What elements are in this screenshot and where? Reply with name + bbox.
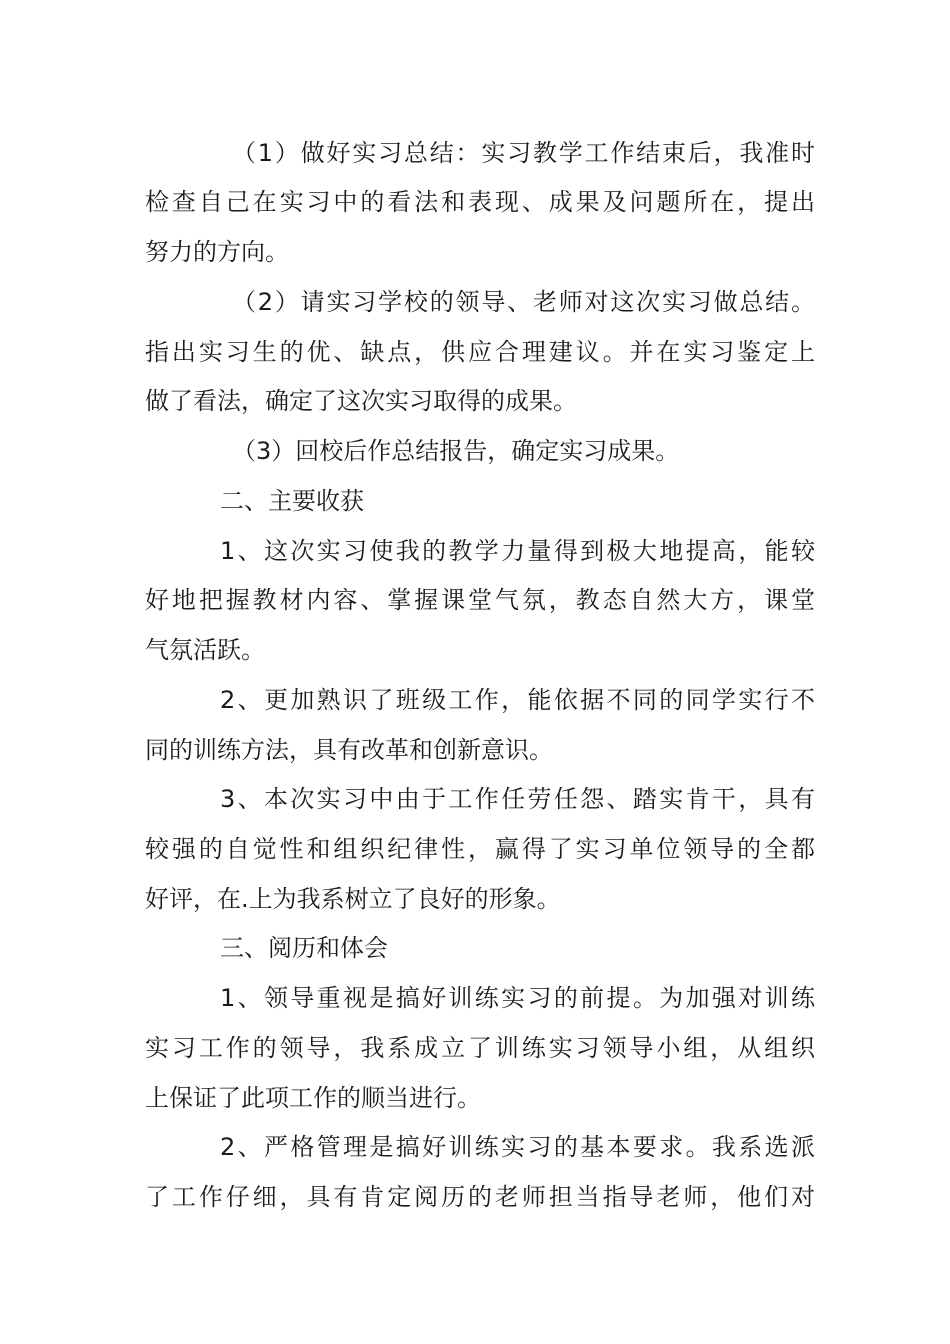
paragraph-line: 同的训练方法，具有改革和创新意识。: [145, 736, 553, 764]
paragraph-line: 好地把握教材内容、掌握课堂气氛，教态自然大方，课堂: [145, 586, 815, 614]
paragraph-line: 指出实习生的优、缺点，供应合理建议。并在实习鉴定上: [145, 338, 815, 366]
paragraph-line: 2、严格管理是搞好训练实习的基本要求。我系选派: [220, 1133, 815, 1161]
section-heading: 三、阅历和体会: [220, 934, 388, 962]
paragraph-line: 较强的自觉性和组织纪律性，赢得了实习单位领导的全都: [145, 835, 815, 863]
paragraph-line: 3、本次实习中由于工作任劳任怨、踏实肯干，具有: [220, 785, 815, 813]
paragraph-line: 1、这次实习使我的教学力量得到极大地提高，能较: [220, 537, 815, 565]
paragraph-line: 好评，在.上为我系树立了良好的形象。: [145, 885, 561, 913]
paragraph-line: 做了看法，确定了这次实习取得的成果。: [145, 387, 577, 415]
section-heading: 二、主要收获: [220, 487, 364, 515]
paragraph-line: 1、领导重视是搞好训练实习的前提。为加强对训练: [220, 984, 815, 1012]
paragraph-line: 2、更加熟识了班级工作，能依据不同的同学实行不: [220, 686, 815, 714]
paragraph-line: 努力的方向。: [145, 238, 289, 266]
paragraph-line: （2）请实习学校的领导、老师对这次实习做总结。: [232, 288, 815, 316]
paragraph-line: 上保证了此项工作的顺当进行。: [145, 1084, 481, 1112]
paragraph-line: 了工作仔细，具有肯定阅历的老师担当指导老师，他们对: [145, 1183, 815, 1211]
paragraph-line: 气氛活跃。: [145, 636, 265, 664]
paragraph-line: 实习工作的领导，我系成立了训练实习领导小组，从组织: [145, 1034, 815, 1062]
paragraph-line: （1）做好实习总结：实习教学工作结束后，我准时: [232, 139, 815, 167]
paragraph-line: （3）回校后作总结报告，确定实习成果。: [232, 437, 680, 465]
paragraph-line: 检查自己在实习中的看法和表现、成果及问题所在，提出: [145, 188, 815, 216]
